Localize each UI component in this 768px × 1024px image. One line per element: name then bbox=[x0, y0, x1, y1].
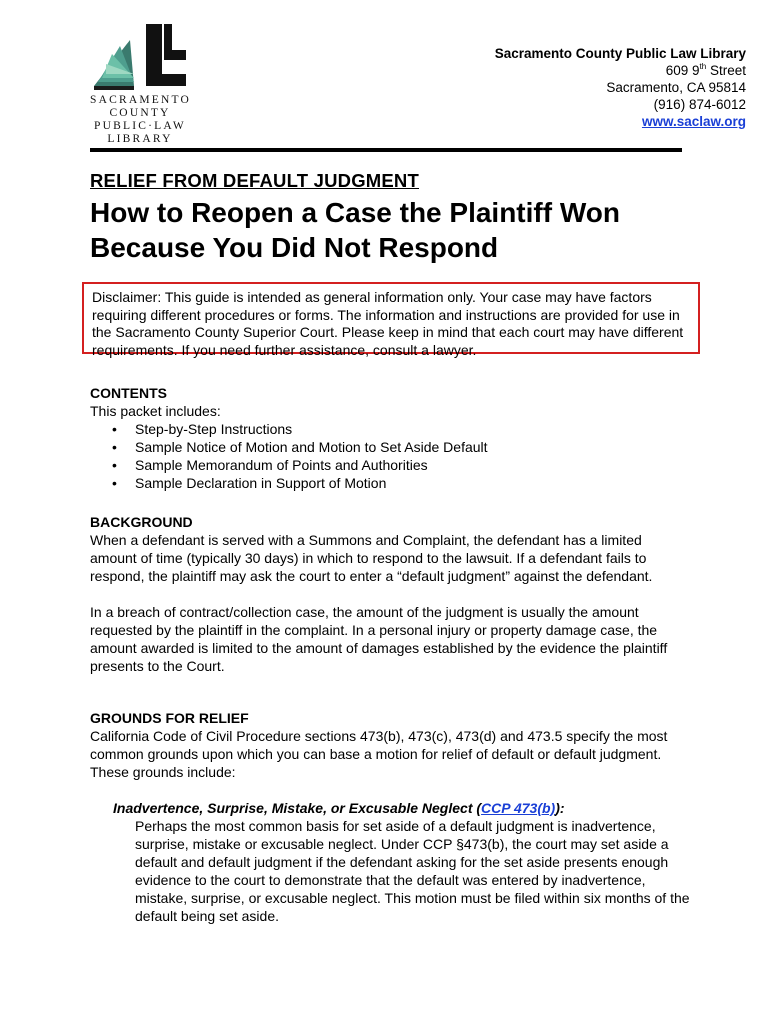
org-name: Sacramento County Public Law Library bbox=[494, 46, 746, 61]
website-link[interactable]: www.saclaw.org bbox=[641, 114, 746, 129]
list-item: • Step-by-Step Instructions bbox=[90, 420, 690, 438]
background-heading: BACKGROUND bbox=[90, 514, 193, 530]
logo-line-2: COUNTY bbox=[109, 107, 171, 119]
ccp-473b-link[interactable]: CCP 473(b) bbox=[481, 800, 556, 816]
document-kicker: RELIEF FROM DEFAULT JUDGMENT bbox=[90, 170, 419, 191]
header-divider bbox=[90, 148, 682, 152]
contents-list bbox=[90, 420, 690, 492]
contents-heading: CONTENTS bbox=[90, 385, 167, 401]
street-number: 609 9 bbox=[665, 63, 700, 78]
library-logo bbox=[90, 20, 190, 148]
grounds-section bbox=[90, 709, 690, 925]
street-name: Street bbox=[706, 63, 746, 78]
contents-section bbox=[90, 384, 690, 492]
subsection-title-close: ): bbox=[555, 800, 565, 816]
list-item: • Sample Memorandum of Points and Authorities bbox=[90, 456, 690, 474]
disclaimer-box: Disclaimer: This guide is intended as general information only. Your case may have factors requiring different procedures or forms. The information and instructions are provided for use in the Sacramento County Superior Court. Please keep in mind that each court may have different requirements. If you need further assistance, consult a lawyer. bbox=[82, 282, 700, 354]
subsection-body: Perhaps the most common basis for set aside of a default judgment is inadvertence, surprise, mistake or excusable neglect. Under CCP §473(b), the court may set aside a default and default judgment if the defendant asking for the set aside presents enough evidence to the court to demonstrate that the default was entered by inadvertence, mistake, surprise, or excusable neglect. This motion must be filed within six months of the default being set aside. bbox=[135, 818, 690, 924]
subsection-title bbox=[113, 799, 690, 817]
document-title: How to Reopen a Case the Plaintiff Won Because You Did Not Respond bbox=[90, 197, 620, 263]
background-section bbox=[90, 513, 690, 675]
book-logo-icon bbox=[90, 20, 190, 92]
street-address bbox=[495, 62, 746, 79]
list-item: • Sample Declaration in Support of Motion bbox=[90, 474, 690, 492]
logo-wordmark bbox=[90, 94, 190, 146]
background-paragraph-1: When a defendant is served with a Summons and Complaint, the defendant has a limited amount of time (typically 30 days) in which to respond to the lawsuit. If a defendant fails to respond, the plaintiff may ask the court to enter a “default judgment” against the defendant. bbox=[90, 532, 653, 584]
street-suffix: th bbox=[699, 62, 707, 71]
subsection-title-text: Inadvertence, Surprise, Mistake, or Excusable Neglect ( bbox=[113, 800, 482, 816]
background-paragraph-2: In a breach of contract/collection case, the amount of the judgment is usually the amount requested by the plaintiff in the complaint. In a personal injury or property damage case, the amount awarded is limited to the amount of damages established by the evidence the plaintiff presents to the Court. bbox=[90, 604, 668, 674]
grounds-heading: GROUNDS FOR RELIEF bbox=[90, 710, 249, 726]
list-item: • Sample Notice of Motion and Motion to Set Aside Default bbox=[90, 438, 690, 456]
logo-line-4: LIBRARY bbox=[107, 133, 173, 145]
contents-intro: This packet includes: bbox=[90, 403, 221, 419]
logo-line-1: SACRAMENTO bbox=[90, 94, 192, 106]
phone-number: (916) 874-6012 bbox=[653, 97, 746, 112]
library-address bbox=[495, 45, 746, 130]
grounds-paragraph: California Code of Civil Procedure sections 473(b), 473(c), 473(d) and 473.5 specify the most common grounds upon which you can base a motion for relief of default or default judgment. These grounds include: bbox=[90, 728, 668, 780]
logo-line-3: PUBLIC·LAW bbox=[94, 120, 186, 132]
city-line: Sacramento, CA 95814 bbox=[606, 80, 746, 95]
